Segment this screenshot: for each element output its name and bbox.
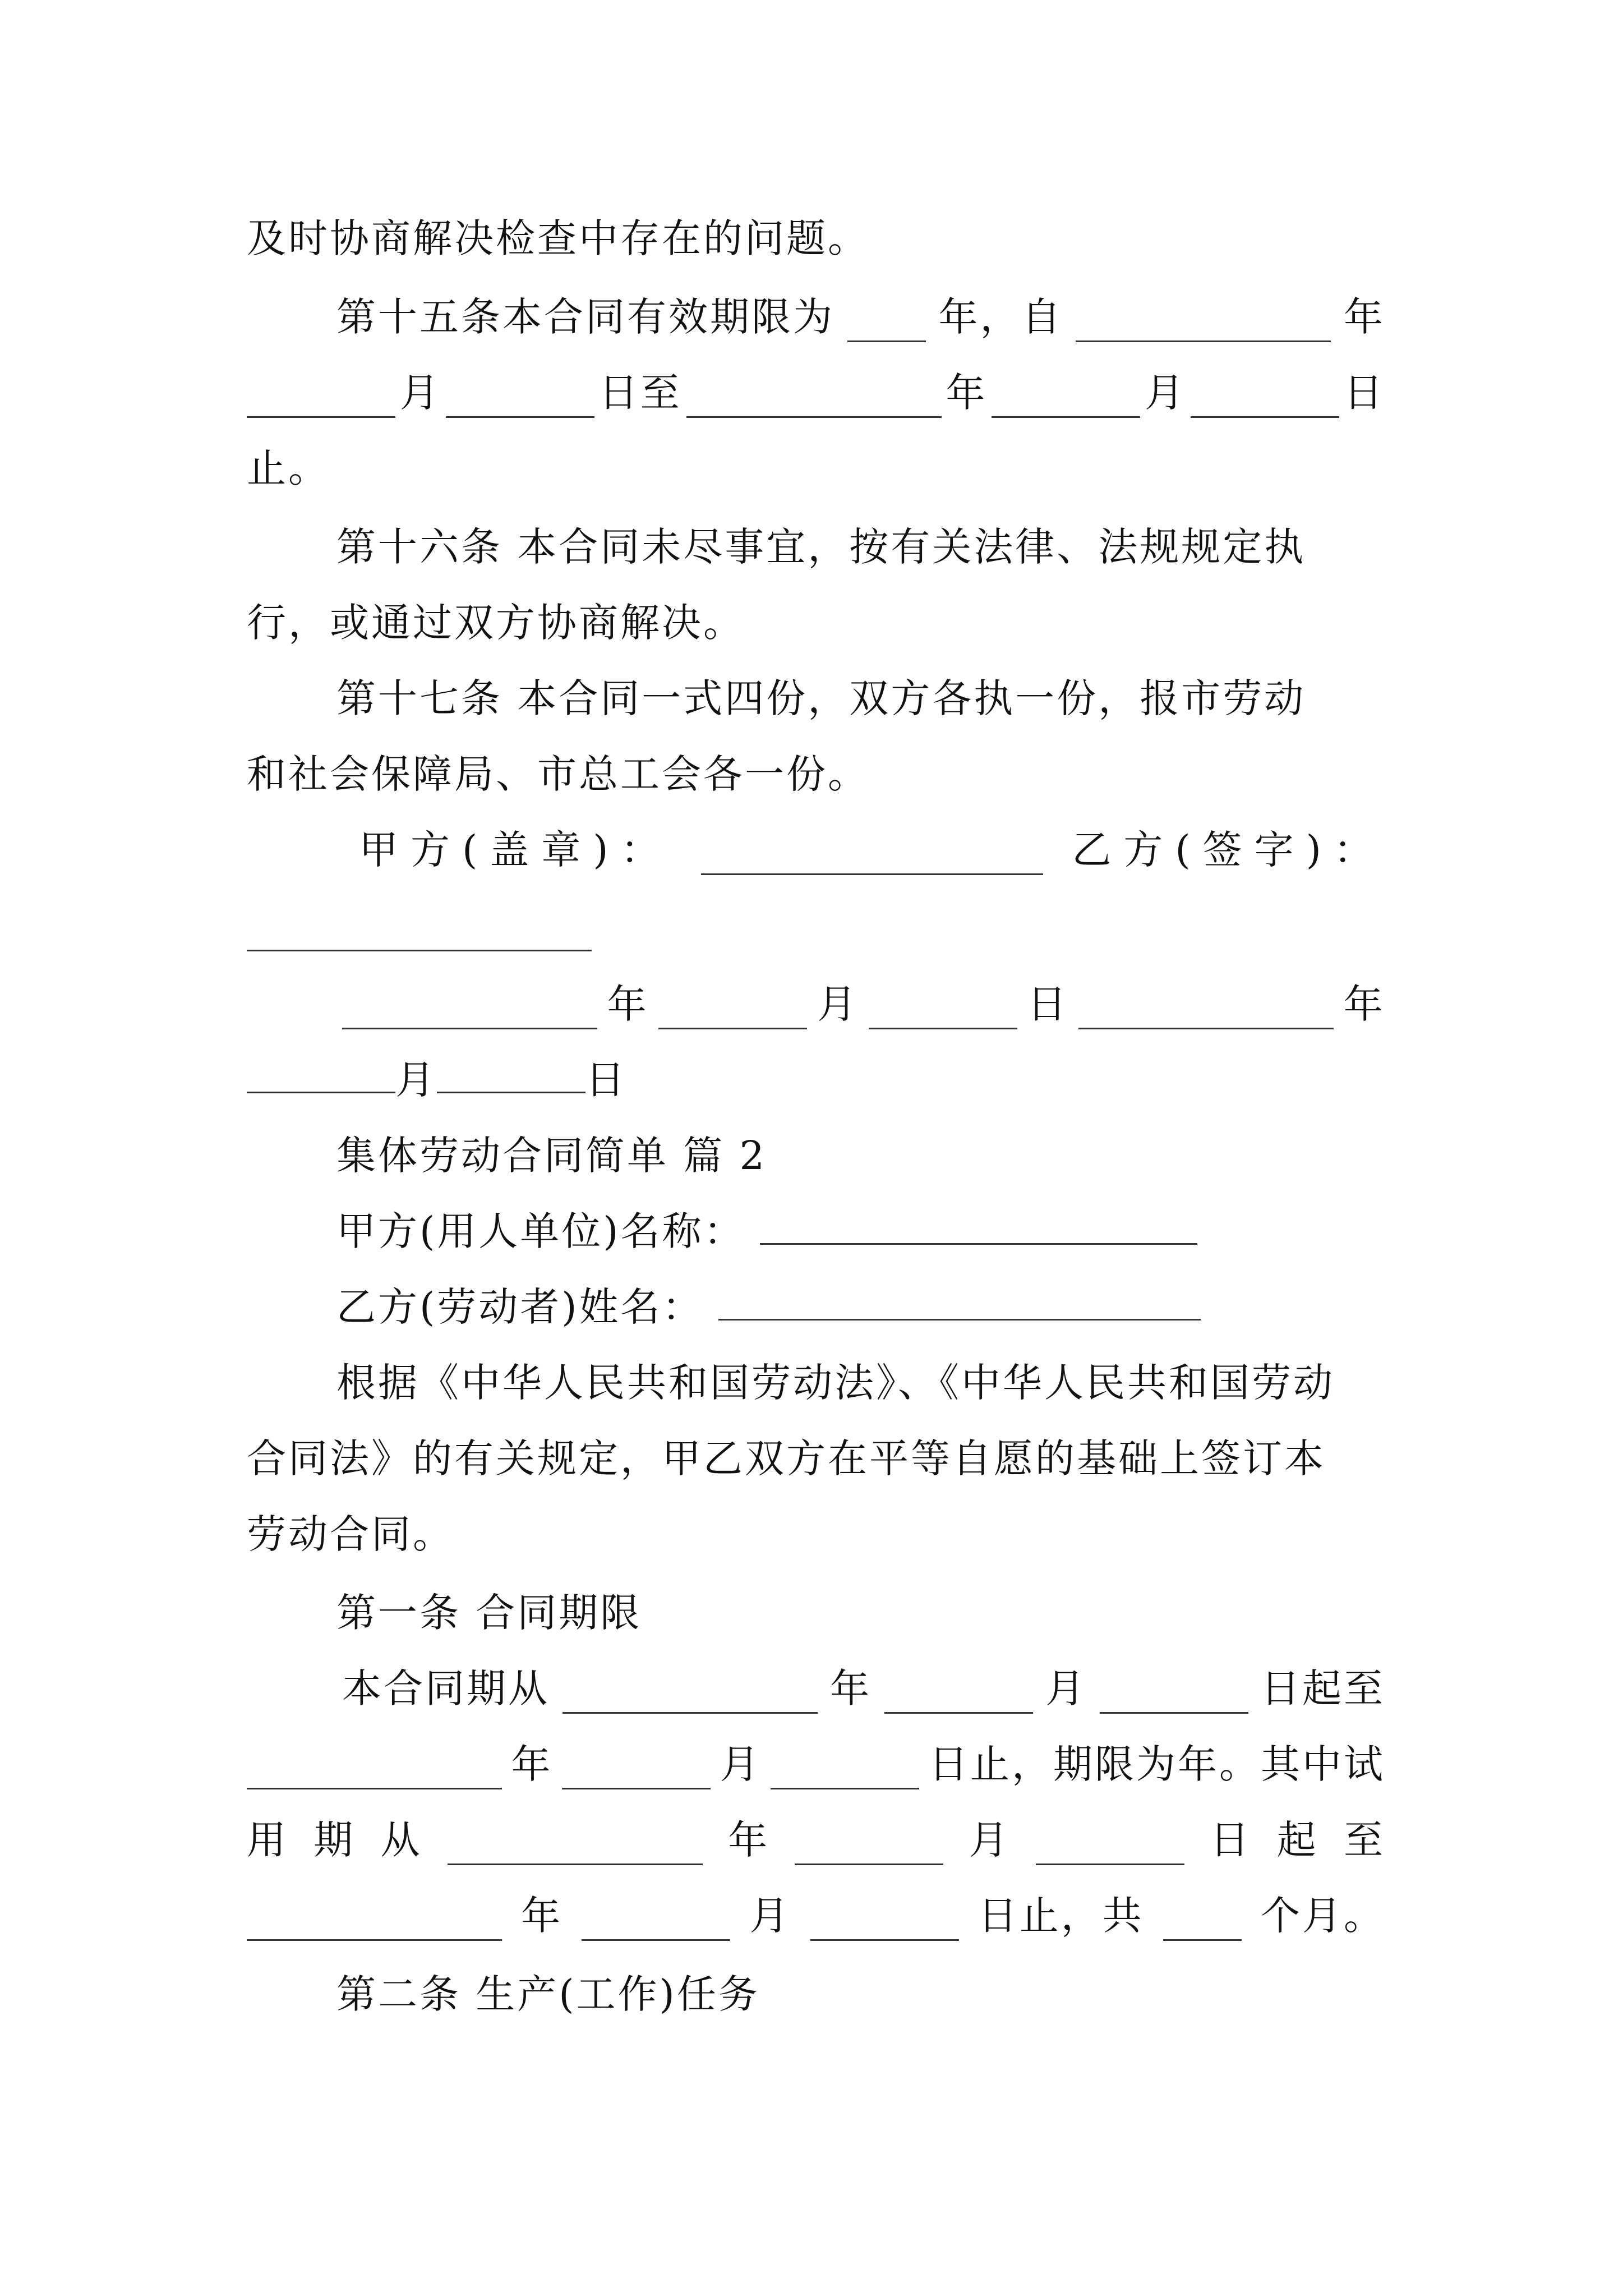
- text: 年: [830, 1665, 872, 1711]
- blank-field[interactable]: [1191, 381, 1339, 418]
- article-15-line-3: [247, 443, 1385, 494]
- blank-field[interactable]: [1163, 1904, 1242, 1941]
- blank-field[interactable]: [847, 306, 926, 342]
- blank-field[interactable]: [247, 381, 395, 418]
- party-a-signature-field[interactable]: [701, 839, 1043, 875]
- blank-field[interactable]: [992, 381, 1140, 418]
- blank-field[interactable]: [1100, 1677, 1248, 1714]
- employer-name-field[interactable]: [760, 1208, 1197, 1245]
- text: 月: [1045, 1665, 1087, 1711]
- text: 日止，共: [978, 1893, 1144, 1939]
- text: 第十五条本合同有效期限为: [336, 294, 834, 340]
- blank-field[interactable]: [771, 1753, 919, 1789]
- text: 日至: [598, 370, 682, 416]
- text: 从: [380, 1817, 422, 1863]
- text: 日止，期限为年。其中试: [928, 1741, 1385, 1787]
- text: 行，或通过双方协商解决。: [247, 600, 745, 646]
- text: 日: [585, 1057, 627, 1103]
- blank-field[interactable]: [810, 1904, 959, 1941]
- party-b-signature-field[interactable]: [247, 948, 592, 951]
- blank-field[interactable]: [448, 1829, 703, 1865]
- text: 月: [749, 1893, 791, 1939]
- blank-field[interactable]: [446, 381, 594, 418]
- term-line-4: [247, 1890, 1385, 1941]
- blank-field[interactable]: [437, 1057, 585, 1093]
- paragraph-line: [247, 213, 1385, 264]
- employer-line: [336, 1206, 1385, 1257]
- text: 及时协商解决检查中存在的问题。: [247, 215, 869, 261]
- basis-line-3: [247, 1509, 1385, 1559]
- blank-field[interactable]: [247, 1057, 395, 1093]
- term-line-1: [342, 1663, 1385, 1714]
- employer-label: 甲方(用人单位)名称：: [336, 1208, 745, 1254]
- signature-date-line-2: [247, 1055, 1385, 1105]
- article-15-line-1: [336, 292, 1385, 342]
- blank-field[interactable]: [795, 1829, 943, 1865]
- party-b-label: 乙方(签字)：: [1072, 827, 1385, 873]
- blank-field[interactable]: [686, 381, 942, 418]
- blank-field[interactable]: [1078, 993, 1334, 1029]
- blank-field[interactable]: [342, 993, 597, 1029]
- term-line-3: [247, 1815, 1385, 1865]
- text: 合同法》的有关规定，甲乙双方在平等自愿的基础上签订本: [247, 1435, 1326, 1481]
- text: 月: [720, 1741, 762, 1787]
- text: 至: [1343, 1817, 1385, 1863]
- term-line-2: [247, 1739, 1385, 1789]
- text: 期: [313, 1817, 356, 1863]
- blank-field[interactable]: [658, 993, 807, 1029]
- blank-field[interactable]: [562, 1677, 818, 1714]
- text: 年: [1344, 294, 1385, 340]
- signature-line: [359, 825, 1385, 875]
- text: 根据《中华人民共和国劳动法》、《中华人民共和国劳动: [336, 1360, 1335, 1406]
- text: 和社会保障局、市总工会各一份。: [247, 751, 869, 797]
- article-17-line-1: [336, 673, 1385, 724]
- text: 日: [1343, 370, 1385, 416]
- article-16-line-1: [336, 522, 1385, 572]
- party-a-label: 甲方(盖章)：: [359, 827, 672, 873]
- text: 年: [1343, 981, 1385, 1027]
- text: 第一条 合同期限: [336, 1590, 642, 1636]
- blank-field[interactable]: [247, 1904, 502, 1941]
- text: 月: [969, 1817, 1011, 1863]
- text: 月: [399, 370, 441, 416]
- blank-field[interactable]: [247, 1753, 502, 1789]
- text: 第二条 生产(工作)任务: [336, 1971, 760, 2017]
- employee-name-field[interactable]: [718, 1284, 1201, 1320]
- blank-field[interactable]: [1076, 306, 1331, 342]
- article-16-line-2: [247, 597, 1385, 648]
- article-2-title: [336, 1969, 1385, 2019]
- text: 用: [247, 1817, 288, 1863]
- text: 第十七条 本合同一式四份，双方各执一份，报市劳动: [336, 675, 1306, 721]
- employee-label: 乙方(劳动者)姓名：: [336, 1284, 704, 1330]
- text: 集体劳动合同简单 篇 2: [336, 1133, 767, 1179]
- article-1-title: [336, 1588, 1385, 1638]
- text: 日: [1210, 1817, 1252, 1863]
- text: 劳动合同。: [247, 1511, 454, 1557]
- text: 月: [1145, 370, 1187, 416]
- basis-line-1: [336, 1358, 1385, 1408]
- text: 年: [946, 370, 988, 416]
- employee-line: [336, 1282, 1385, 1332]
- article-17-line-2: [247, 749, 1385, 799]
- text: 日: [1027, 981, 1069, 1027]
- text: 止。: [247, 445, 330, 491]
- text: 起: [1276, 1817, 1318, 1863]
- basis-line-2: [247, 1433, 1385, 1484]
- text: 个月。: [1260, 1893, 1385, 1939]
- blank-field[interactable]: [884, 1677, 1033, 1714]
- text: 月: [395, 1057, 437, 1103]
- article-15-line-2: [247, 367, 1385, 418]
- blank-field[interactable]: [869, 993, 1017, 1029]
- text: 第十六条 本合同未尽事宜，按有关法律、法规规定执: [336, 524, 1306, 570]
- text: 年，自: [938, 294, 1063, 340]
- text: 日起至: [1261, 1665, 1385, 1711]
- blank-field[interactable]: [562, 1753, 711, 1789]
- text: 年: [521, 1893, 563, 1939]
- blank-field[interactable]: [582, 1904, 730, 1941]
- text: 本合同期从: [342, 1665, 550, 1711]
- signature-date-line-1: [342, 979, 1385, 1029]
- text: 年: [511, 1741, 553, 1787]
- text: 年: [728, 1817, 770, 1863]
- text: 年: [607, 981, 649, 1027]
- text: 月: [817, 981, 859, 1027]
- section-title: [336, 1130, 1385, 1181]
- blank-field[interactable]: [1036, 1829, 1184, 1865]
